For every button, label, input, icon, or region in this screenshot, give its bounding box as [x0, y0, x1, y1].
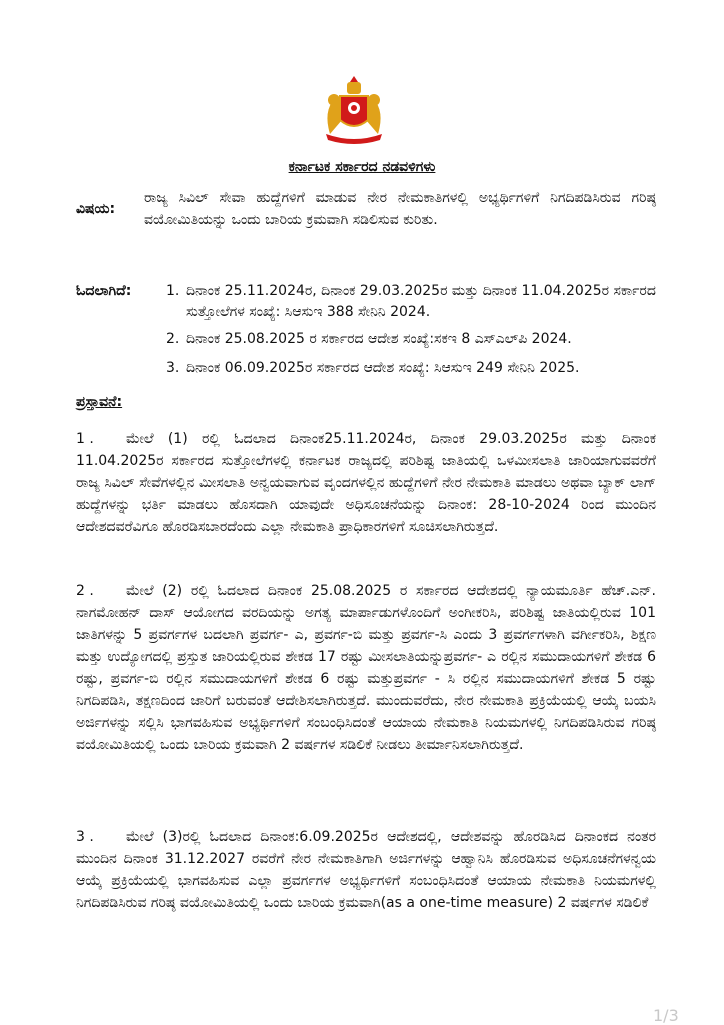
reference-number: 1.	[166, 283, 180, 299]
page-indicator: 1/3	[653, 1006, 679, 1025]
reference-text: ದಿನಾಂಕ 25.11.2024ರ, ದಿನಾಂಕ 29.03.2025ರ ಮತ್ತು ದಿನಾಂಕ 11.04.2025ರ ಸರ್ಕಾರದ ಸುತ್ತೋಲೆಗಳ ಸಂಖ್ಯೆ: ಸಿಆಸುಇ 388 ಸೇನಿನಿ 2024.	[186, 283, 656, 320]
reference-item-1	[166, 281, 656, 323]
reference-item-3	[166, 358, 656, 379]
paragraph-text: ಮೇಲೆ (3)ರಲ್ಲಿ ಓದಲಾದ ದಿನಾಂಕ:6.09.2025ರ ಆದೇಶದಲ್ಲಿ, ಆದೇಶವನ್ನು ಹೊರಡಿಸಿದ ದಿನಾಂಕದ ನಂತರ ಮುಂದಿನ ದಿನಾಂಕ 31.12.2027 ರವರೆಗೆ ನೇರ ನೇಮಕಾತಿಗಾಗಿ ಅರ್ಜಿಗಳನ್ನು ಆಹ್ವಾನಿಸಿ ಹೊರಡಿಸುವ ಅಧಿಸೂಚನೆಗಳನ್ವಯ ಆಯ್ಕೆ ಪ್ರಕ್ರಿಯೆಯಲ್ಲಿ ಭಾಗವಹಿಸುವ ಎಲ್ಲಾ ಪ್ರವರ್ಗಗಳ ಅಭ್ಯರ್ಥಿಗಳಿಗೆ ಸಂಬಂಧಿಸಿದಂತೆ ಆಯಾಯ ನೇಮಕಾತಿ ನಿಯಮಗಳಲ್ಲಿ ನಿಗದಿಪಡಿಸಿರುವ ಗರಿಷ್ಠ ವಯೋಮಿತಿಯಲ್ಲಿ ಒಂದು ಬಾರಿಯ ಕ್ರಮವಾಗಿ(as a one-time measure) 2 ವರ್ಷಗಳ ಸಡಿಲಿಕೆ	[76, 829, 656, 911]
reference-item-2	[166, 329, 656, 350]
reference-number: 2.	[166, 331, 180, 347]
reference-text: ದಿನಾಂಕ 25.08.2025 ರ ಸರ್ಕಾರದ ಆದೇಶ ಸಂಖ್ಯೆ:ಸಕಇ 8 ಎಸ್‌ಎಲ್‌ಪಿ 2024.	[186, 331, 572, 347]
reference-text: ದಿನಾಂಕ 06.09.2025ರ ಸರ್ಕಾರದ ಆದೇಶ ಸಂಖ್ಯೆ: ಸಿಆಸುಇ 249 ಸೇನಿನಿ 2025.	[186, 360, 580, 376]
reference-number: 3.	[166, 360, 180, 376]
preamble-heading: ಪ್ರಸ್ತಾವನೆ:	[76, 394, 123, 410]
paragraph-number: 1 .	[76, 431, 94, 447]
subject-text: ರಾಜ್ಯ ಸಿವಿಲ್ ಸೇವಾ ಹುದ್ದೆಗಳಿಗೆ ಮಾಡುವ ನೇರ ನೇಮಕಾತಿಗಳಲ್ಲಿ ಅಭ್ಯರ್ಥಿಗಳಿಗೆ ನಿಗದಿಪಡಿಸಿರುವ ಗರಿಷ್ಠ ವಯೋಮಿತಿಯನ್ನು ಒಂದು ಬಾರಿಯ ಕ್ರಮವಾಗಿ ಸಡಿಲಿಸುವ ಕುರಿತು.	[144, 190, 656, 228]
paragraph-number: 2 .	[76, 583, 94, 599]
references-label: ಓದಲಾಗಿದೆ:	[76, 283, 132, 299]
document-title: ಕರ್ನಾಟಕ ಸರ್ಕಾರದ ನಡವಳಿಗಳು	[288, 159, 436, 175]
paragraph-2	[76, 580, 656, 756]
paragraph-text: ಮೇಲೆ (2) ರಲ್ಲಿ ಓದಲಾದ ದಿನಾಂಕ 25.08.2025 ರ ಸರ್ಕಾರದ ಆದೇಶದಲ್ಲಿ ನ್ಯಾಯಮೂರ್ತಿ ಹೆಚ್.ಎನ್. ನಾಗಮೋಹನ್ ದಾಸ್ ಆಯೋಗದ ವರದಿಯನ್ನು ಅಗತ್ಯ ಮಾರ್ಪಾಡುಗಳೊಂದಿಗೆ ಅಂಗೀಕರಿಸಿ, ಪರಿಶಿಷ್ಟ ಜಾತಿಯಲ್ಲಿರುವ 101 ಜಾತಿಗಳನ್ನು 5 ಪ್ರವರ್ಗಗಳ ಬದಲಾಗಿ ಪ್ರವರ್ಗ- ಎ, ಪ್ರವರ್ಗ-ಬಿ ಮತ್ತು ಪ್ರವರ್ಗ-ಸಿ ಎಂದು 3 ಪ್ರವರ್ಗಗಳಾಗಿ ವರ್ಗೀಕರಿಸಿ, ಶಿಕ್ಷಣ ಮತ್ತು ಉದ್ಯೋಗದಲ್ಲಿ ಪ್ರಸ್ತುತ ಜಾರಿಯಲ್ಲಿರುವ ಶೇಕಡ 17 ರಷ್ಟು ಮೀಸಲಾತಿಯನ್ನುಪ್ರವರ್ಗ- ಎ ರಲ್ಲಿನ ಸಮುದಾಯಗಳಿಗೆ ಶೇಕಡ 6 ರಷ್ಟು, ಪ್ರವರ್ಗ-ಬಿ ರಲ್ಲಿನ ಸಮುದಾಯಗಳಿಗೆ ಶೇಕಡ 6 ರಷ್ಟು ಮತ್ತುಪ್ರವರ್ಗ - ಸಿ ರಲ್ಲಿನ ಸಮುದಾಯಗಳಿಗೆ ಶೇಕಡ 5 ರಷ್ಟು ನಿಗದಿಪಡಿಸಿ, ತಕ್ಷಣದಿಂದ ಜಾರಿಗೆ ಬರುವಂತೆ ಆದೇಶಿಸಲಾಗಿರುತ್ತದೆ. ಮುಂದುವರೆದು, ನೇರ ನೇಮಕಾತಿ ಪ್ರಕ್ರಿಯೆಯಲ್ಲಿ ಆಯ್ಕೆ ಬಯಸಿ ಅರ್ಜಿಗಳನ್ನು ಸಲ್ಲಿಸಿ ಭಾಗವಹಿಸುವ ಅಭ್ಯರ್ಥಿಗಳಿಗೆ ಸಂಬಂಧಿಸಿದಂತೆ ಆಯಾಯ ನೇಮಕಾತಿ ನಿಯಮಗಳಲ್ಲಿ ನಿಗದಿಪಡಿಸಿರುವ ಗರಿಷ್ಠ ವಯೋಮಿತಿಯಲ್ಲಿ ಒಂದು ಬಾರಿಯ ಕ್ರಮವಾಗಿ 2 ವರ್ಷಗಳ ಸಡಿಲಿಕೆ ನೀಡಲು ತೀರ್ಮಾನಿಸಲಾಗಿರುತ್ತದೆ.	[76, 583, 656, 753]
karnataka-state-emblem-icon	[316, 74, 392, 144]
subject-label: ವಿಷಯ:	[76, 201, 116, 217]
paragraph-1	[76, 428, 656, 538]
paragraph-text: ಮೇಲೆ (1) ರಲ್ಲಿ ಓದಲಾದ ದಿನಾಂಕ25.11.2024ರ, ದಿನಾಂಕ 29.03.2025ರ ಮತ್ತು ದಿನಾಂಕ 11.04.2025ರ ಸರ್ಕಾರದ ಸುತ್ತೋಲೆಗಳಲ್ಲಿ ಕರ್ನಾಟಕ ರಾಜ್ಯದಲ್ಲಿ ಪರಿಶಿಷ್ಟ ಜಾತಿಯಲ್ಲಿ ಒಳಮೀಸಲಾತಿ ಜಾರಿಯಾಗುವವರೆಗೆ ರಾಜ್ಯ ಸಿವಿಲ್ ಸೇವೆಗಳಲ್ಲಿನ ಮೀಸಲಾತಿ ಅನ್ವಯವಾಗುವ ವೃಂದಗಳಲ್ಲಿನ ಹುದ್ದೆಗಳಿಗೆ ನೇರ ನೇಮಕಾತಿ ಮಾಡಲು ಅಥವಾ ಬ್ಯಾಕ್ ಲಾಗ್ ಹುದ್ದೆಗಳನ್ನು ಭರ್ತಿ ಮಾಡಲು ಹೊಸದಾಗಿ ಯಾವುದೇ ಅಧಿಸೂಚನೆಯನ್ನು ದಿನಾಂಕ: 28-10-2024 ರಿಂದ ಮುಂದಿನ ಆದೇಶದವರೆವಿಗೂ ಹೊರಡಿಸಬಾರದೆಂದು ಎಲ್ಲಾ ನೇಮಕಾತಿ ಪ್ರಾಧಿಕಾರಗಳಿಗೆ ಸೂಚಿಸಲಾಗಿರುತ್ತದೆ.	[76, 431, 656, 535]
paragraph-number: 3 .	[76, 829, 94, 845]
paragraph-3	[76, 826, 656, 914]
